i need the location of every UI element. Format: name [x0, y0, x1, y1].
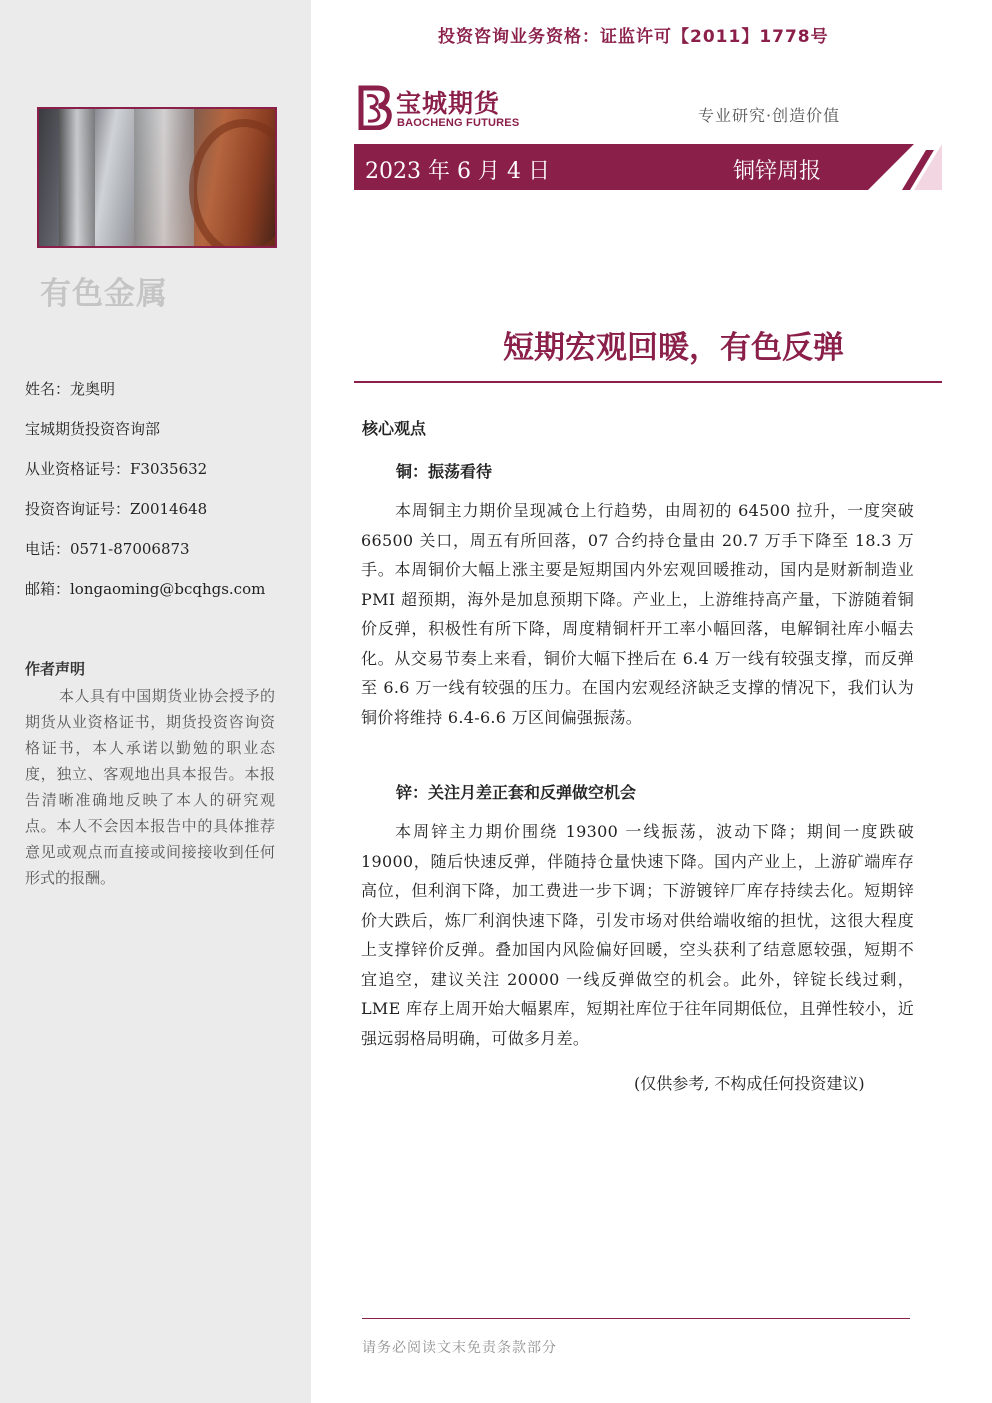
- analyst-name: 姓名：龙奥明: [25, 380, 116, 398]
- title-divider: [354, 381, 942, 383]
- report-type: 铜锌周报: [733, 159, 822, 184]
- baocheng-logo-icon: [355, 84, 393, 130]
- copper-heading: 铜：振荡看待: [396, 462, 493, 481]
- qualification-number: 从业资格证号：F3035632: [25, 460, 208, 478]
- analyst-email[interactable]: 邮箱：longaoming@bcqhgs.com: [25, 580, 266, 598]
- report-title: 短期宏观回暖，有色反弹: [503, 330, 844, 366]
- consulting-number: 投资咨询证号：Z0014648: [25, 500, 208, 518]
- footer-divider: [362, 1318, 910, 1319]
- copper-paragraph: 本周铜主力期价呈现减仓上行趋势，由周初的 64500 拉升，一度突破 66500 关口，周五有所回落，07 合约持仓量由 20.7 万手下降至 18.3 万手。本周铜价大幅上涨主要是短期国内外宏观回暖推动，国内是财新制造业 PMI 超预期，海外是加息预期下降。产业上，上游维持高产量，下游随着铜价反弹，积极性有所下降，周度精铜杆开工率小幅回落，电解铜社库小幅去化。从交易节奏上来看，铜价大幅下挫后在 6.4 万一线有较强支撑，而反弹至 6.6 万一线有较强的压力。在国内宏观经济缺乏支撑的情况下，我们认为铜价将维持 6.4-6.6 万区间偏强振荡。: [361, 501, 914, 727]
- logo-name-cn: 宝城期货: [396, 89, 501, 118]
- slogan: 专业研究·创造价值: [698, 106, 841, 125]
- sector-title: 有色金属: [40, 276, 168, 312]
- core-view-heading: 核心观点: [362, 419, 427, 438]
- logo-name-en: BAOCHENG FUTURES: [397, 117, 520, 129]
- declaration-title: 作者声明: [25, 660, 86, 678]
- metal-photo: [37, 107, 277, 248]
- analyst-phone: 电话：0571-87006873: [25, 540, 190, 558]
- analyst-department: 宝城期货投资咨询部: [25, 420, 161, 438]
- license-line: 投资咨询业务资格：证监许可【2011】1778号: [438, 27, 829, 47]
- zinc-heading: 锌：关注月差正套和反弹做空机会: [396, 783, 637, 802]
- footer-note: 请务必阅读文末免责条款部分: [362, 1340, 557, 1356]
- zinc-paragraph: 本周锌主力期价围绕 19300 一线振荡，波动下降；期间一度跌破 19000，随后快速反弹，伴随持仓量快速下降。国内产业上，上游矿端库存高位，但利润下降，加工费进一步下调；下游镀锌厂库存持续去化。短期锌价大跌后，炼厂利润快速下降，引发市场对供给端收缩的担忧，这很大程度上支撑锌价反弹。叠加国内风险偏好回暖，空头获利了结意愿较强，短期不宜追空，建议关注 20000 一线反弹做空的机会。此外，锌锭长线过剩，LME 库存上周开始大幅累库，短期社库位于往年同期低位，且弹性较小，近强远弱格局明确，可做多月差。: [361, 822, 914, 1048]
- declaration-text: 本人具有中国期货业协会授予的期货从业资格证书，期货投资咨询资格证书，本人承诺以勤勉的职业态度，独立、客观地出具本报告。本报告清晰准确地反映了本人的研究观点。本人不会因本报告中的具体推荐意见或观点而直接或间接接收到任何形式的报酬。: [25, 687, 275, 887]
- report-date: 2023 年 6 月 4 日: [365, 159, 550, 184]
- sidebar: [0, 0, 311, 1403]
- investment-disclaimer: (仅供参考, 不构成任何投资建议): [634, 1074, 865, 1093]
